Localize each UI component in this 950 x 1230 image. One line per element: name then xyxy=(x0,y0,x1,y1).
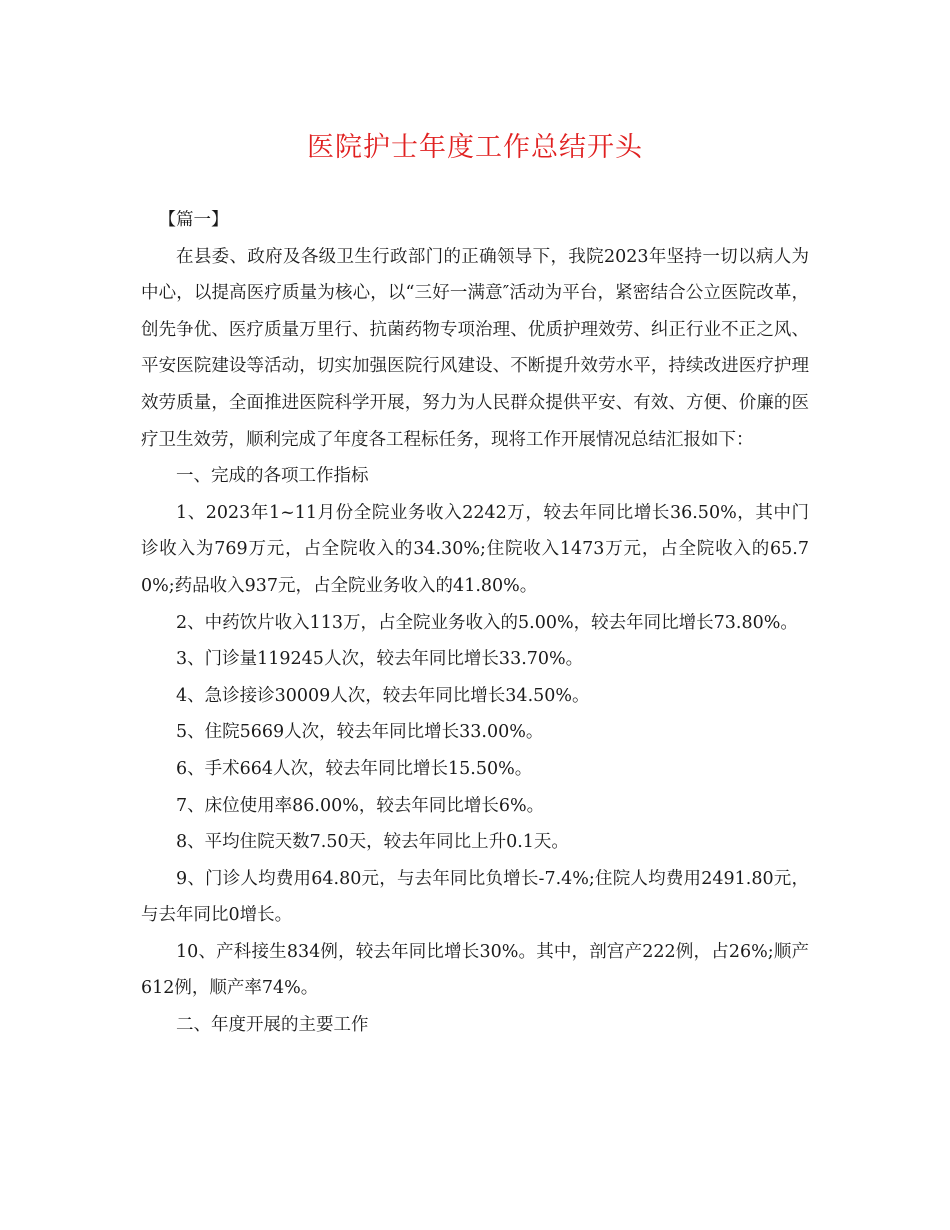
indicator-item-5: 5、住院5669人次，较去年同比增长33.00%。 xyxy=(176,722,544,743)
indicator-item-7: 7、床位使用率86.00%，较去年同比增长6%。 xyxy=(176,795,545,816)
indicator-item-1: 1、2023年1~11月份全院业务收入2242万，较去年同比增长36.50%，其中门诊收入为769万元，占全院收入的34.30%;住院收入1473万元，占全院收入的65.70%;药品收入937元，占全院业务收入的41.80%。 xyxy=(141,502,809,596)
indicator-item-3: 3、门诊量119245人次，较去年同比增长33.70%。 xyxy=(176,649,584,670)
page-title: 医院护士年度工作总结开头 xyxy=(307,132,643,163)
heading-indicators: 一、完成的各项工作指标 xyxy=(176,466,369,487)
indicator-item-9: 9、门诊人均费用64.80元，与去年同比负增长-7.4%;住院人均费用2491.80元，与去年同比0增长。 xyxy=(141,868,809,926)
paragraph-intro: 在县委、政府及各级卫生行政部门的正确领导下，我院2023年坚持一切以病人为中心，以提高医疗质量为核心，以“三好一满意″活动为平台，紧密结合公立医院改革，创先争优、医疗质量万里行、抗菌药物专项治理、优质护理效劳、纠正行业不正之风、平安医院建设等活动，切实加强医院行风建设、不断提升效劳水平，持续改进医疗护理效劳质量，全面推进医院科学开展，努力为人民群众提供平安、有效、方便、价廉的医疗卫生效劳，顺利完成了年度各工程标任务，现将工作开展情况总结汇报如下： xyxy=(141,246,809,450)
indicator-item-2: 2、中药饮片收入113万，占全院业务收入的5.00%，较去年同比增长73.80%。 xyxy=(176,612,798,633)
indicator-item-8: 8、平均住院天数7.50天，较去年同比上升0.1天。 xyxy=(176,832,569,853)
section-label: 【篇一】 xyxy=(158,210,229,230)
heading-main-work: 二、年度开展的主要工作 xyxy=(176,1015,369,1036)
indicator-item-4: 4、急诊接诊30009人次，较去年同比增长34.50%。 xyxy=(176,685,590,706)
document-body xyxy=(141,202,809,1044)
indicator-item-6: 6、手术664人次，较去年同比增长15.50%。 xyxy=(176,758,533,779)
indicator-item-10: 10、产科接生834例，较去年同比增长30%。其中，剖宫产222例，占26%;顺产612例，顺产率74%。 xyxy=(141,941,809,999)
